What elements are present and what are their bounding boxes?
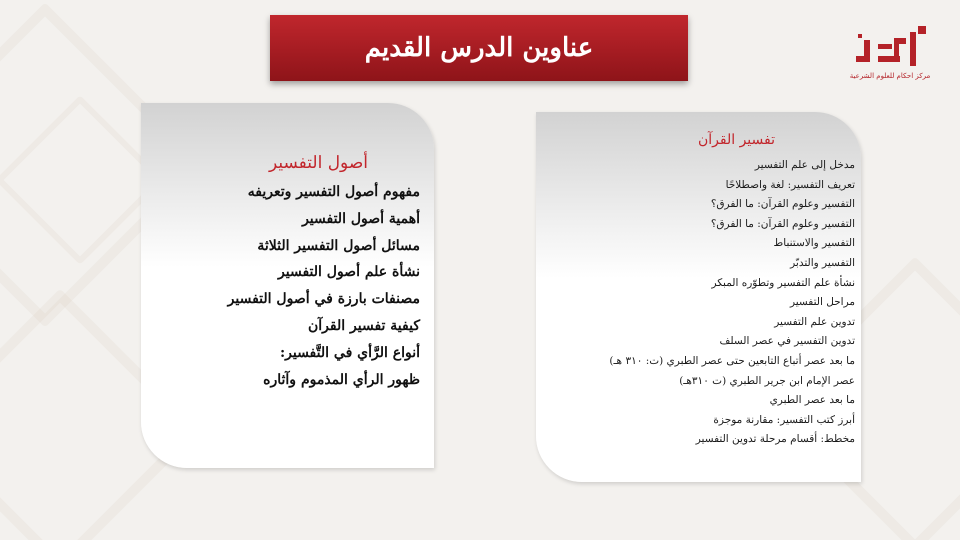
topic-list (228, 179, 420, 393)
card-heading: أصول التفسير (268, 153, 368, 173)
list-item: مفهوم أصول التفسير وتعريفه (247, 184, 420, 200)
list-item: ما بعد عصر أتباع التابعين حتى عصر الطبري (ت: ٣١٠ هـ) (609, 354, 855, 367)
list-item: التفسير والتدبّر (790, 256, 855, 269)
logo (848, 26, 932, 98)
list-item: ظهور الرأي المذموم وآثاره (263, 371, 420, 388)
list-item: مراحل التفسير (789, 296, 855, 309)
list-item: مخطط: أقسام مرحلة تدوين التفسير (695, 433, 855, 446)
old-lesson-card-usul (141, 103, 434, 468)
list-item: مسائل أصول التفسير الثلاثة (257, 237, 420, 254)
list-item: مدخل إلى علم التفسير (754, 159, 855, 171)
list-item: التفسير والاستنباط (773, 237, 855, 250)
logo-mark-icon (850, 26, 930, 70)
card-heading: تفسير القرآن (698, 132, 775, 148)
topic-list (609, 156, 855, 450)
list-item: عصر الإمام ابن جرير الطبري (ت ٣١٠هـ) (679, 374, 855, 387)
list-item: أهمية أصول التفسير (302, 210, 420, 227)
list-item: تعريف التفسير: لغة واصطلاحًا (725, 178, 855, 191)
old-lesson-card-tafsir (536, 112, 861, 482)
list-item: تدوين علم التفسير (774, 315, 855, 328)
title-banner (270, 15, 688, 81)
slide-title: عناوين الدرس القديم (364, 33, 594, 63)
list-item: أنواع الرَّأي في التَّفسير: (279, 344, 420, 361)
list-item: التفسير وعلوم القرآن: ما الفرق؟ (710, 198, 855, 211)
logo-subtitle: مركز احكام للعلوم الشرعية (849, 72, 931, 80)
list-item: كيفية تفسير القرآن (308, 317, 420, 334)
list-item: أبرز كتب التفسير: مقارنة موجزة (713, 413, 855, 426)
list-item: نشأة علم أصول التفسير (278, 264, 420, 281)
list-item: تدوين التفسير في عصر السلف (719, 335, 855, 348)
list-item: مصنفات بارزة في أصول التفسير (227, 291, 420, 308)
list-item: ما بعد عصر الطبري (769, 394, 855, 407)
list-item: التفسير وعلوم القرآن: ما الفرق؟ (710, 217, 855, 230)
list-item: نشأة علم التفسير وتطوّره المبكر (711, 276, 855, 289)
